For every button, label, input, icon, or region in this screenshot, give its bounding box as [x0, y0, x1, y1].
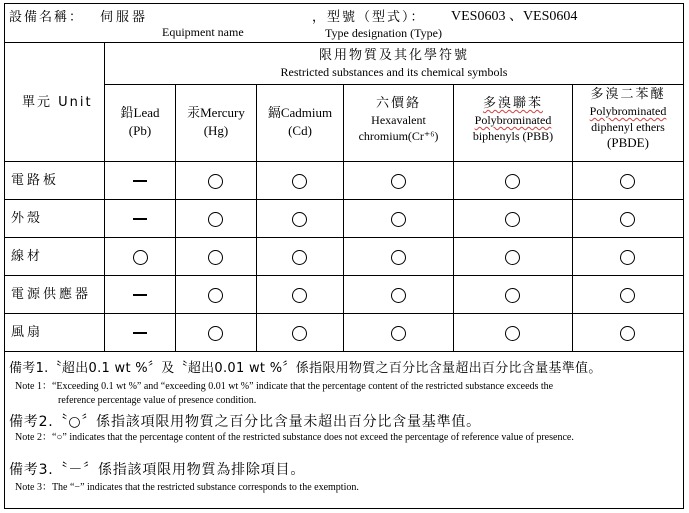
col-header-mercury-line1: 汞Mercury — [187, 105, 245, 120]
note-1-zh: 備考1.〝超出0.1 wt %〞及〝超出0.01 wt %〞係指限用物質之百分比含量超出百分比含量基準值。 — [9, 361, 602, 376]
col-header-pbde — [573, 86, 683, 161]
col-header-mercury — [176, 86, 256, 161]
col-header-pbb-line2: Polybrominated — [474, 113, 552, 127]
table-top-line — [4, 42, 684, 43]
circle-mark — [620, 174, 635, 189]
circle-mark — [620, 212, 635, 227]
circle-mark — [208, 326, 223, 341]
col-header-pbde-line4: (PBDE) — [607, 135, 649, 150]
note-2-en: Note 2：“○” indicates that the percentage content of the restricted substance does not exceed the percentage of reference value of presence. — [15, 432, 574, 443]
circle-mark — [133, 250, 148, 265]
restricted-substances-group-header — [105, 44, 683, 84]
unit-column-header: 單元 Unit — [22, 95, 93, 110]
circle-mark — [620, 326, 635, 341]
circle-mark — [391, 250, 406, 265]
col-header-pbb-line3: biphenyls (PBB) — [472, 129, 554, 143]
col-header-cadmium-line2: (Cd) — [288, 123, 312, 138]
note-3-en: Note 3：The “−” indicates that the restricted substance corresponds to the exemption. — [15, 482, 359, 493]
circle-mark — [620, 250, 635, 265]
col-header-pbde-line1: 多溴二苯醚 — [590, 87, 666, 102]
row-line-3 — [4, 275, 684, 276]
circle-mark — [391, 174, 406, 189]
col-header-cr6-line3: chromium(Cr⁺⁶) — [358, 129, 439, 143]
header-bottom-line — [4, 161, 684, 162]
col-header-pbde-line3: diphenyl ethers — [591, 120, 665, 134]
col-header-mercury-line2: (Hg) — [203, 123, 229, 138]
circle-mark — [208, 288, 223, 303]
note-1-en-line1: Note 1：“Exceeding 0.1 wt %” and “exceeding 0.01 wt %” indicate that the percentage content of the restricted substance exceeds the — [15, 381, 554, 392]
row-line-1 — [4, 199, 684, 200]
circle-mark — [292, 174, 307, 189]
dash-mark — [133, 218, 147, 220]
circle-mark — [292, 250, 307, 265]
row-unit-label: 電源供應器 — [11, 287, 92, 302]
col-header-lead-line1: 鉛Lead — [120, 105, 160, 120]
row-unit-label: 風扇 — [11, 325, 44, 340]
circle-mark — [208, 212, 223, 227]
circle-mark — [208, 174, 223, 189]
row-unit-label: 線材 — [11, 249, 44, 264]
circle-mark — [505, 326, 520, 341]
col-header-pbde-line2: Polybrominated — [589, 104, 667, 118]
note-1-en-line2: reference percentage value of presence condition. — [58, 395, 257, 406]
col-header-lead — [105, 86, 175, 161]
group-header-line — [104, 84, 684, 85]
row-line-4 — [4, 313, 684, 314]
row-line-2 — [4, 237, 684, 238]
type-label-zh: ，型號（型式）： — [312, 10, 426, 25]
dash-mark — [133, 180, 147, 182]
circle-mark — [292, 288, 307, 303]
note-2-zh: 備考2.〝○〞係指該項限用物質之百分比含量未超出百分比含量基準值。 — [9, 414, 481, 430]
row-unit-label: 外殼 — [11, 211, 44, 226]
group-header-zh: 限用物質及其化學符號 — [318, 48, 469, 63]
col-header-cadmium-line1: 鎘Cadmium — [267, 105, 333, 120]
dash-mark — [133, 294, 147, 296]
circle-mark — [292, 212, 307, 227]
col-header-hexavalent-chromium — [344, 86, 453, 161]
dash-mark — [133, 332, 147, 334]
equipment-name-label-en: Equipment name — [162, 25, 244, 39]
frame-right — [683, 3, 684, 509]
circle-mark — [391, 326, 406, 341]
circle-mark — [292, 326, 307, 341]
circle-mark — [391, 212, 406, 227]
col-header-cr6-line2: Hexavalent — [371, 113, 426, 127]
circle-mark — [620, 288, 635, 303]
circle-mark — [505, 212, 520, 227]
circle-mark — [505, 174, 520, 189]
row-unit-label: 電路板 — [11, 173, 60, 188]
col-header-pbb-line1: 多溴聯苯 — [482, 96, 543, 111]
col-header-cadmium — [257, 86, 343, 161]
type-label-en: Type designation (Type) — [325, 26, 442, 40]
frame-top — [4, 3, 684, 4]
circle-mark — [391, 288, 406, 303]
col-header-cr6-line1: 六價鉻 — [375, 96, 421, 111]
col-header-lead-line2: (Pb) — [128, 123, 152, 138]
type-value: VES0603 、VES0604 — [451, 9, 578, 24]
circle-mark — [208, 250, 223, 265]
circle-mark — [505, 288, 520, 303]
group-header-en: Restricted substances and its chemical symbols — [280, 65, 508, 79]
frame-bottom — [4, 508, 684, 509]
col-header-pbb — [454, 86, 572, 161]
frame-left — [4, 3, 5, 509]
equipment-name-value: 伺服器 — [100, 10, 149, 25]
table-bottom-line — [4, 351, 684, 352]
note-3-zh: 備考3.〝－〞係指該項限用物質為排除項目。 — [9, 462, 306, 478]
equipment-name-label-zh: 設備名稱： — [9, 10, 85, 25]
circle-mark — [505, 250, 520, 265]
